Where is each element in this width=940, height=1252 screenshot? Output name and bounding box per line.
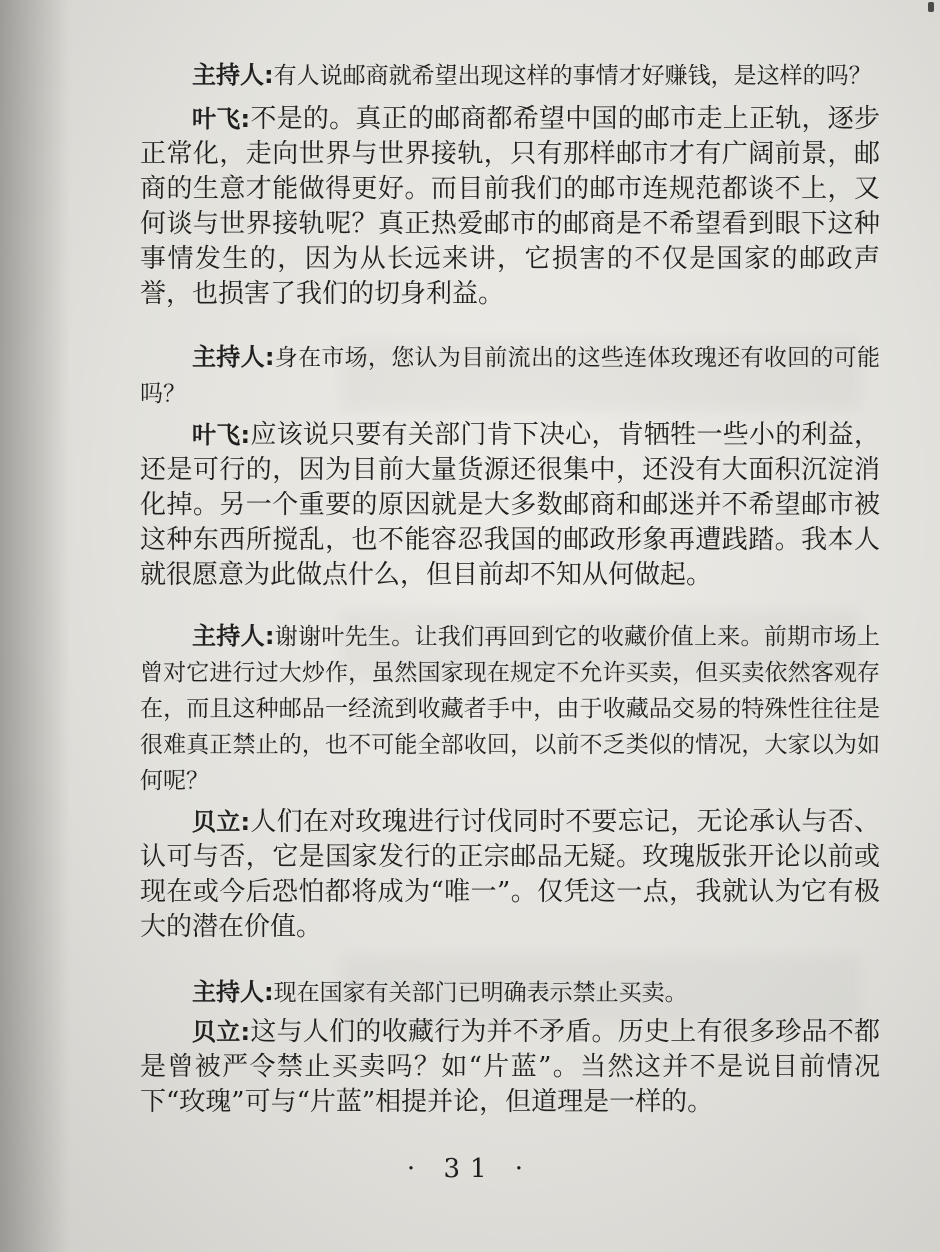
speaker-name: 贝立: [192, 1018, 241, 1046]
speaker-separator: :: [264, 343, 275, 371]
answer-text: 不是的。真正的邮商都希望中国的邮市走上正轨，逐步正常化，走向世界与世界接轨，只有那样邮市才有广阔前景，邮商的生意才能做得更好。而目前我们的邮市连规范都谈不上，又何谈与世界接轨呢？真正热爱邮市的邮商是不希望看到眼下这种事情发生的，因为从长远来讲，它损害的不仅是国家的邮政声誉，也损害了我们的切身利益。: [140, 104, 880, 309]
host-question: [140, 975, 880, 1011]
speaker-separator: :: [240, 421, 251, 449]
speaker-name: 主持人: [192, 978, 264, 1006]
speaker-name: 主持人: [192, 343, 265, 371]
speaker-separator: :: [264, 978, 274, 1006]
speaker-name: 叶飞: [192, 421, 241, 449]
answer-text: 应该说只要有关部门肯下决心，肯牺牲一些小的利益，还是可行的，因为目前大量货源还很集中，还没有大面积沉淀消化掉。另一个重要的原因就是大多数邮商和邮迷并不希望邮市被这种东西所搅乱，也不能容忍我国的邮政形象再遭践踏。我本人就很愿意为此做点什么，但目前却不知从何做起。: [140, 420, 880, 590]
guest-answer: [140, 1015, 880, 1120]
page-number: · 31 ·: [406, 1154, 534, 1184]
answer-text: 这与人们的收藏行为并不矛盾。历史上有很多珍品不都是曾被严令禁止买卖吗？如“片蓝”。当然这并不是说目前情况下“玫瑰”可与“片蓝”相提并论，但道理是一样的。: [140, 1017, 880, 1117]
guest-answer: [140, 418, 880, 593]
question-text: 身在市场，您认为目前流出的这些连体玫瑰还有收回的可能吗？: [140, 345, 881, 407]
question-text: 有人说邮商就希望出现这样的事情才好赚钱，是这样的吗？: [273, 63, 872, 89]
article-body: [140, 58, 880, 1120]
host-question: [140, 340, 880, 412]
guest-answer: [140, 805, 880, 945]
question-text: 现在国家有关部门已明确表示禁止买卖。: [273, 980, 688, 1006]
answer-text: 人们在对玫瑰进行讨伐同时不要忘记，无论承认与否、认可与否，它是国家发行的正宗邮品无疑。玫瑰版张开论以前或现在或今后恐怕都将成为“唯一”。仅凭这一点，我就认为它有极大的潜在价值。: [140, 807, 880, 942]
speaker-separator: :: [264, 61, 274, 89]
speaker-name: 主持人: [192, 61, 264, 89]
speaker-separator: :: [240, 808, 251, 836]
speaker-separator: :: [264, 622, 275, 650]
corner-mark: [928, 2, 934, 12]
speaker-name: 主持人: [192, 622, 265, 650]
spine-shadow: [0, 0, 70, 1252]
speaker-separator: :: [240, 1018, 251, 1046]
speaker-name: 叶飞: [192, 105, 241, 133]
speaker-name: 贝立: [192, 808, 241, 836]
guest-answer: [140, 102, 880, 312]
host-question: [140, 58, 880, 94]
speaker-separator: :: [240, 105, 251, 133]
host-question: [140, 619, 880, 799]
question-text: 谢谢叶先生。让我们再回到它的收藏价值上来。前期市场上曾对它进行过大炒作，虽然国家现在规定不允许买卖，但买卖依然客观存在，而且这种邮品一经流到收藏者手中，由于收藏品交易的特殊性往往是很难真正禁止的，也不可能全部收回，以前不乏类似的情况，大家以为如何呢？: [140, 624, 881, 794]
